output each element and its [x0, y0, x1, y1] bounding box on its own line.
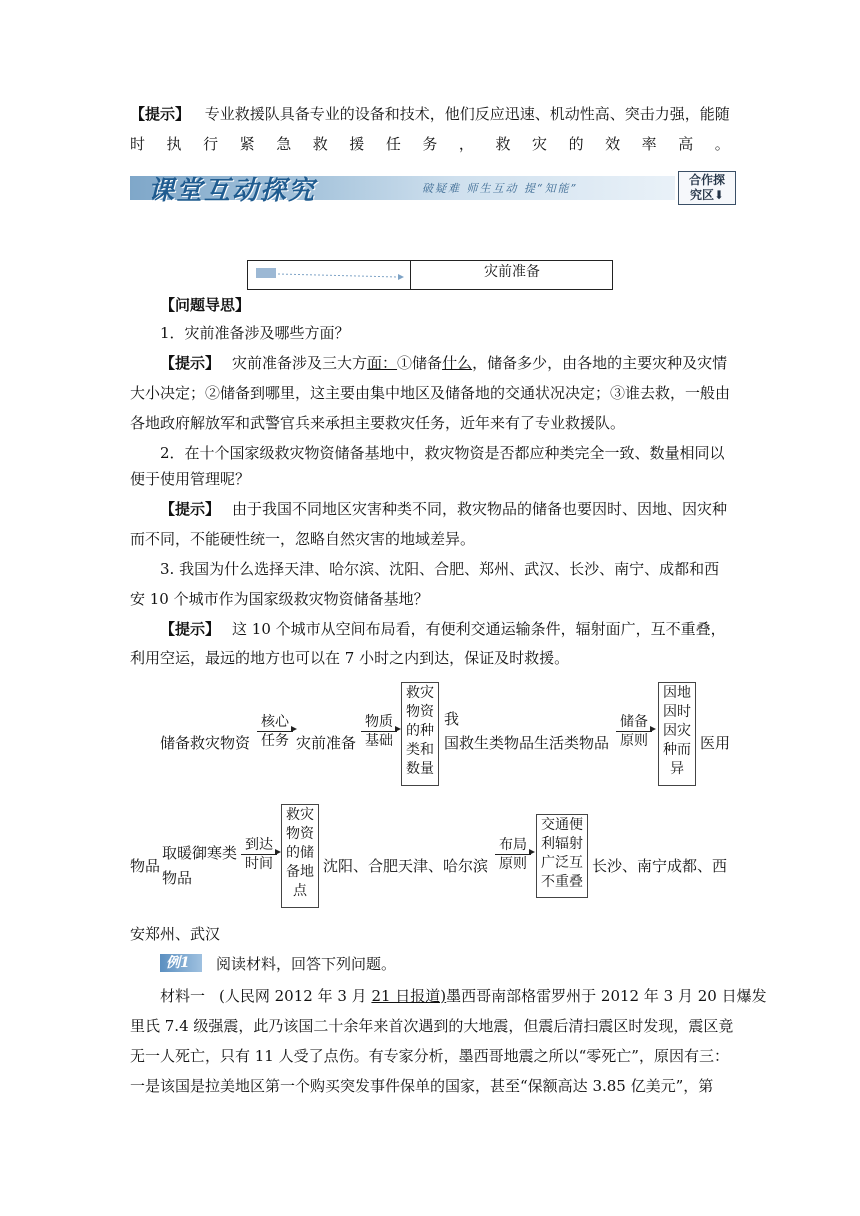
- material-1-line-2: 里氏 7.4 级强震，此乃该国二十余年来首次遇到的大地震，但震后清扫震区时发现，震区竟: [130, 1017, 734, 1035]
- intro-char: 紧: [239, 135, 255, 153]
- section-header: [247, 260, 613, 290]
- intro-char: 率: [641, 135, 657, 153]
- arrow-label-bottom: 时间: [245, 856, 273, 872]
- material-text: (人民网 2012 年 3 月: [219, 987, 372, 1005]
- intro-char: 执: [166, 135, 182, 153]
- material-1-line-1: [160, 986, 767, 1006]
- tip-text: 灾前准备涉及三大方: [232, 354, 368, 372]
- diagram-heating-line-1: 取暖御寒类: [162, 844, 238, 862]
- diagram-heating-line-2: 物品: [162, 869, 193, 887]
- intro-line-1: [130, 104, 730, 124]
- question-2-line-1: 2．在十个国家级救灾物资储备基地中，救灾物资是否都应种类完全一致、数量相同以: [160, 444, 725, 462]
- box-line: 利辐射: [541, 836, 583, 852]
- button-line-2: 究区⬇: [689, 188, 725, 202]
- arrow-material-basis: [361, 713, 397, 750]
- box-storage-sites: [281, 804, 319, 908]
- arrow-head-icon: [291, 726, 297, 732]
- example-tag: 例1: [160, 954, 202, 972]
- diagram-start: 储备救灾物资: [160, 734, 251, 752]
- tip-3-line-2: 利用空运，最远的地方也可以在 7 小时之内到达，保证及时救援。: [130, 649, 570, 667]
- arrow-label-bottom: 原则: [499, 856, 527, 872]
- material-1-line-4: 一是该国是拉美地区第一个购买突发事件保单的国家，甚至“保额高达 3.85 亿美元”，第: [130, 1077, 714, 1095]
- example-prompt: 阅读材料，回答下列问题。: [216, 955, 397, 973]
- arrow-head-icon: [529, 849, 535, 855]
- diagram-cities-2: 长沙、南宁成都、西: [592, 857, 728, 875]
- tip-text: ①储备: [397, 354, 443, 372]
- box-line: 物资: [406, 704, 434, 720]
- intro-char: 时: [130, 135, 146, 153]
- arrow-label-bottom: 基础: [365, 733, 393, 749]
- arrow-arrival-time: [241, 836, 277, 873]
- intro-char: 行: [203, 135, 219, 153]
- guide-heading: 【问题导思】: [160, 296, 251, 314]
- arrow-label-top: 储备: [616, 713, 652, 732]
- tip-1-line-2: 大小决定；②储备到哪里，这主要由集中地区及储备地的交通状况决定；③谁去救，一般由: [130, 384, 731, 402]
- diagram-node-prep: 灾前准备: [296, 734, 357, 752]
- tip-underlined: 面：: [367, 354, 398, 372]
- material-underlined: 21 日报道): [371, 987, 447, 1005]
- question-3-line-1: 3. 我国为什么选择天津、哈尔滨、沈阳、合肥、郑州、武汉、长沙、南宁、成都和西: [160, 560, 720, 578]
- diagram-cities-1: 沈阳、合肥天津、哈尔滨: [323, 857, 489, 875]
- tip-1-line-3: 各地政府解放军和武警官兵来承担主要救灾任务，近年来有了专业救援队。: [130, 414, 626, 432]
- arrow-label-bottom: 原则: [620, 733, 648, 749]
- tip-1-line-1: [160, 353, 727, 373]
- box-line: 广泛互: [541, 855, 583, 871]
- tip-label: 【提示】: [160, 620, 221, 638]
- arrow-storage-principle: [616, 713, 652, 750]
- box-line: 异: [670, 761, 684, 777]
- diagram-medical: 医用: [700, 734, 731, 752]
- intro-char: 救: [312, 135, 328, 153]
- intro-line-2: [130, 134, 730, 154]
- material-1-line-3: 无一人死亡，只有 11 人受了点伤。有专家分析，墨西哥地震之所以“零死亡”，原因有三：: [130, 1047, 729, 1065]
- tip-text: ，储备多少，由各地的主要灾种及灾情: [472, 354, 728, 372]
- arrow-head-icon: [650, 726, 656, 732]
- button-line-1: 合作探: [688, 173, 725, 187]
- tip-underlined: 什么: [442, 354, 473, 372]
- intro-text: 专业救援队具备专业的设备和技术，他们反应迅速、机动性高、突击力强，能随: [204, 105, 730, 123]
- intro-char: ，: [458, 135, 474, 153]
- box-principles: [658, 682, 696, 786]
- material-text: 墨西哥南部格雷罗州于 2012 年 3 月 20 日爆发: [446, 987, 767, 1005]
- diagram-wo: 我: [444, 710, 460, 728]
- question-2-line-2: 便于使用管理呢？: [130, 470, 251, 488]
- box-line: 因地: [663, 685, 691, 701]
- banner-title: 课堂互动探究: [148, 176, 317, 206]
- intro-char: 效: [605, 135, 621, 153]
- box-line: 因灾: [663, 723, 691, 739]
- material-label: 材料一: [160, 987, 206, 1005]
- box-layout: [536, 814, 588, 898]
- section-header-ornament: [248, 261, 411, 289]
- tip-text: 这 10 个城市从空间布局看，有便利交通运输条件，辐射面广，互不重叠，: [232, 620, 726, 638]
- box-line: 备地: [286, 864, 314, 880]
- arrow-label-top: 核心: [257, 713, 293, 732]
- box-line: 交通便: [541, 817, 583, 833]
- box-line: 的储: [286, 845, 314, 861]
- intro-char: 务: [422, 135, 438, 153]
- tip-label: 【提示】: [160, 354, 221, 372]
- tip-2-line-2: 而不同，不能硬性统一，忽略自然灾害的地域差异。: [130, 530, 476, 548]
- intro-char: 救: [495, 135, 511, 153]
- diagram-goods: 物品: [130, 857, 161, 875]
- diagram-mid-text: 国救生类物品生活类物品: [444, 734, 610, 752]
- diagram-cities-3: 安郑州、武汉: [130, 925, 221, 943]
- box-line: 种而: [663, 742, 691, 758]
- banner-subtitle: 破疑难 师生互动 提“知能”: [422, 182, 579, 195]
- intro-char: 任: [385, 135, 401, 153]
- tip-3-line-1: [160, 619, 726, 639]
- intro-char: 灾: [532, 135, 548, 153]
- intro-char: 急: [276, 135, 292, 153]
- box-line: 点: [293, 883, 307, 899]
- tip-label: 【提示】: [130, 105, 191, 123]
- intro-char: 援: [349, 135, 365, 153]
- box-line: 救灾: [406, 685, 434, 701]
- arrow-label-top: 布局: [495, 836, 531, 855]
- arrow-label-top: 到达: [241, 836, 277, 855]
- box-line: 类和: [406, 742, 434, 758]
- intro-char: 的: [568, 135, 584, 153]
- dotted-arrow-icon: [248, 261, 410, 289]
- box-line: 救灾: [286, 807, 314, 823]
- box-types-quantity: [401, 682, 439, 786]
- intro-char: 高: [678, 135, 694, 153]
- arrow-core-task: [257, 713, 293, 750]
- tip-label: 【提示】: [160, 500, 221, 518]
- box-line: 因时: [663, 704, 691, 720]
- question-1: 1．灾前准备涉及哪些方面？: [160, 324, 350, 342]
- section-banner: [130, 168, 738, 208]
- box-line: 的种: [406, 723, 434, 739]
- arrow-label-bottom: 任务: [261, 733, 289, 749]
- intro-char: 。: [714, 135, 730, 153]
- arrow-label-top: 物质: [361, 713, 397, 732]
- cooperative-zone-button[interactable]: [678, 171, 736, 205]
- box-line: 数量: [406, 761, 434, 777]
- tip-text: 由于我国不同地区灾害种类不同，救灾物品的储备也要因时、因地、因灾种: [232, 500, 728, 518]
- arrow-layout-principle: [495, 836, 531, 873]
- question-3-line-2: 安 10 个城市作为国家级救灾物资储备基地？: [130, 590, 429, 608]
- tip-2-line-1: [160, 499, 727, 519]
- box-line: 不重叠: [541, 874, 583, 890]
- box-line: 物资: [286, 826, 314, 842]
- section-title: 灾前准备: [484, 264, 540, 280]
